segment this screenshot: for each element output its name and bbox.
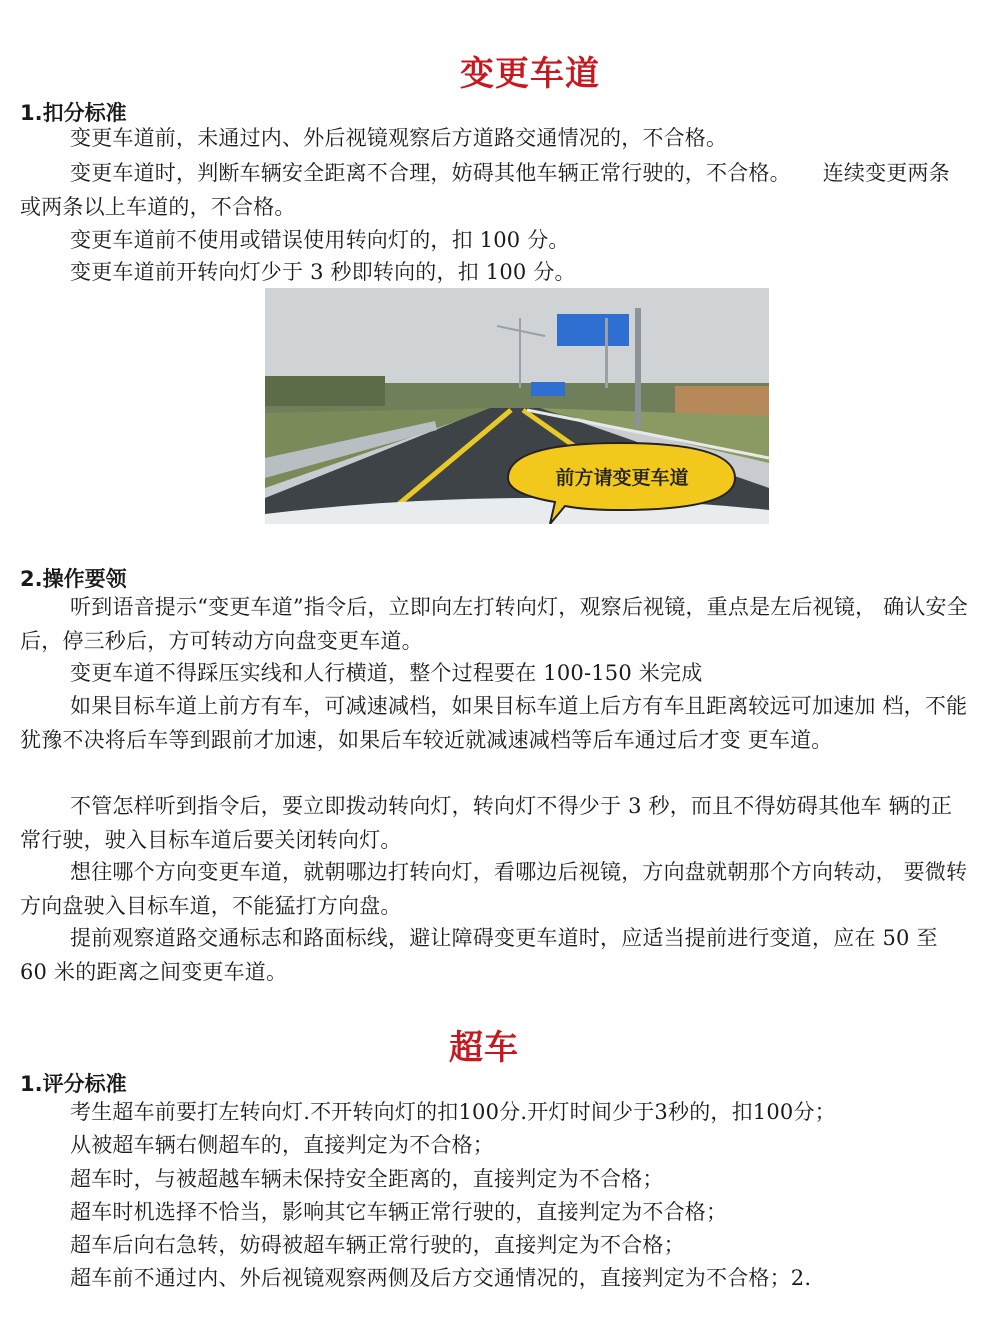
heading-operation-essentials: 2.操作要领 [20, 567, 127, 591]
rule-paragraph: 变更车道前不使用或错误使用转向灯的，扣 100 分。 [70, 228, 570, 252]
overtake-rule: 超车前不通过内、外后视镜观察两侧及后方交通情况的，直接判定为不合格；2. [70, 1266, 812, 1290]
overtake-rule: 超车时机选择不恰当，影响其它车辆正常行驶的，直接判定为不合格； [70, 1200, 728, 1224]
section-title-overtaking: 超车 [449, 1028, 519, 1068]
section-title-lane-change: 变更车道 [460, 54, 600, 94]
heading-deduction-standard: 1.扣分标准 [20, 101, 127, 125]
operation-paragraph: 不管怎样听到指令后，要立即拨动转向灯，转向灯不得少于 3 秒，而且不得妨碍其他车 辆的正常行驶，驶入目标车道后要关闭转向灯。 [20, 794, 953, 852]
rule-paragraph: 变更车道前开转向灯少于 3 秒即转向的，扣 100 分。 [70, 260, 576, 284]
rule-paragraph: 变更车道前，未通过内、外后视镜观察后方道路交通情况的，不合格。 [70, 126, 728, 150]
tree-line-left [265, 376, 385, 406]
operation-paragraph: 想往哪个方向变更车道，就朝哪边打转向灯，看哪边后视镜，方向盘就朝那个方向转动， 要微转方向盘驶入目标车道，不能猛打方向盘。 [20, 860, 968, 918]
photo-caption: 前方请变更车道 [555, 467, 689, 489]
road-photo-illustration [265, 288, 769, 524]
operation-paragraph: 变更车道不得踩压实线和人行横道，整个过程要在 100-150 米完成 [70, 661, 703, 685]
blue-sign-small [531, 382, 565, 396]
building [675, 386, 769, 416]
operation-paragraph: 听到语音提示“变更车道”指令后，立即向左打转向灯，观察后视镜，重点是左后视镜， 确认安全后，停三秒后，方可转动方向盘变更车道。 [20, 595, 968, 653]
operation-paragraph: 如果目标车道上前方有车，可减速减档，如果目标车道上后方有车且距离较远可加速加 档，不能犹豫不决将后车等到跟前才加速，如果后车较近就减速减档等后车通过后才变 更车道。 [20, 694, 968, 752]
overtake-rule: 从被超车辆右侧超车的，直接判定为不合格； [70, 1133, 494, 1157]
road-photo [265, 288, 769, 524]
sign-pole [635, 308, 641, 428]
overtake-rule: 超车时，与被超越车辆未保持安全距离的，直接判定为不合格； [70, 1167, 664, 1191]
overtake-rule: 考生超车前要打左转向灯.不开转向灯的扣100分.开灯时间少于3秒的，扣100分； [70, 1100, 836, 1124]
rule-paragraph: 变更车道时，判断车辆安全距离不合理，妨碍其他车辆正常行驶的，不合格。 连续变更两条或两条以上车道的，不合格。 [20, 161, 950, 219]
blue-sign [557, 314, 629, 346]
light-pole [605, 318, 608, 388]
heading-scoring-standard: 1.评分标准 [20, 1072, 127, 1096]
operation-paragraph: 提前观察道路交通标志和路面标线，避让障碍变更车道时，应适当提前进行变道，应在 50 至 60 米的距离之间变更车道。 [20, 926, 938, 984]
overtake-rule: 超车后向右急转，妨碍被超车辆正常行驶的，直接判定为不合格； [70, 1233, 685, 1257]
